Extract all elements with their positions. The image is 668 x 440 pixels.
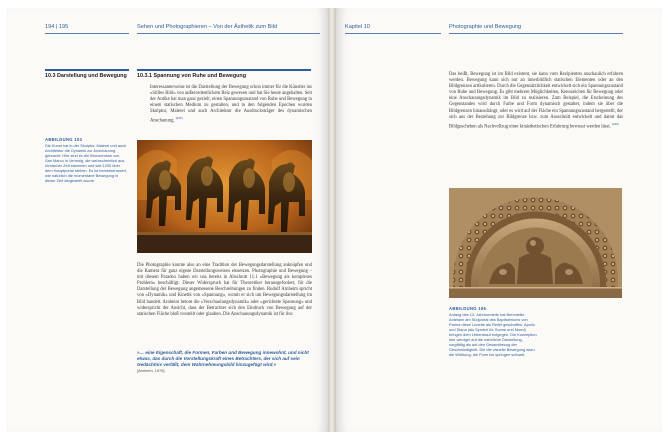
horses-image: [137, 140, 312, 253]
running-title-left: Sehen und Photographieren – Von der Ästhetik zum Bild: [137, 24, 277, 30]
caption-text: Anfang des 13. Jahrhunderts hat Benedetto Antelami am Südportal des Baptisteriums von Parma diese Lunette als Relief geschaffen. Apollo und Diana (als Symbol für Sonne und Mond) bringen dem Lebenslauf entgegen. Die Konzeption hier weniger auf die natürliche Darstellung, sorgfältig als auf den Gesamtbezug der Geschwindigkeit. Die die visuelle Bewegung dazu die Wölbung, die Form ins springen schwelt.: [449, 312, 537, 357]
subsection-heading: 10.3.1 Spannung von Ruhe und Bewegung: [137, 73, 247, 79]
running-title-right: Photographie und Bewegung: [449, 24, 522, 30]
quote-text: »… eine Eigenschaft, die Formen, Farben und Bewegung innewohnt, und nicht etwas, das durch die Vorstellungskraft eines Betrachters, der sich auf sein Gedächtnis verläßt, dem Wahrnehmungsbild hinzugefügt wird.«: [137, 350, 309, 367]
book-gutter: [328, 8, 336, 432]
figure-caption: [45, 137, 127, 183]
caption-label: ABBILDUNG 103: [45, 137, 83, 142]
horses-photo: [137, 140, 312, 253]
lunette-image: [449, 188, 622, 298]
header-rule: [345, 33, 441, 34]
body-paragraph: Interessanterweise ist die Darstellung der Bewegung schon immer für die Künstler ins »Stilles Bild« von außerordentlichem Reiz gewesen und hat Sie heute angehalten. Seit der Antike hat man ganz gezielt, einen Spannungszustand von Ruhe und Bewegung in einem statischen Medium zu gestalten, und in den folgenden Epochen wurden Skulptur, Malerei und auch Architektur die Ausdrucksträger des dynamischen Anschauung. [245]: [150, 85, 312, 125]
section-rule: [137, 69, 311, 71]
section-rule: [45, 69, 129, 71]
lunette-photo: [449, 188, 622, 298]
header-rule: [449, 33, 623, 34]
section-label: 10.3 Darstellung und Bewegung: [45, 73, 127, 79]
quote-source: [Arnheim, 1978]: [137, 368, 165, 373]
figure-caption: [449, 306, 537, 357]
caption-text: Die Kunst hat in der Skulptur, Malerei und auch Architektur die Dynamik zur Anschauung gebracht: Hier sind es die Bronzerosse von San Marco in Venedig, die wahrscheinlich aus römischer Zeit stammen und seit 1250 über dem Hauptportal stehen. Es ist bemerkenswert, wie natürlich die momentane Bewegung in dieser Zeit dargestellt wurde.: [45, 143, 127, 183]
chapter-label: Kapitel 10: [345, 24, 370, 30]
header-rule: [137, 33, 320, 34]
body-paragraph: Die Photographie konnte also an eine Tradition der Bewegungsdarstellung anknüpfen und die Kamera für ganz eigene Darstellungsweisen einsetzen. Photographie und Bewegung – mit diesem Paradox haben wir uns bereits in Abschnitt 11.1 »Bewegung als komplexes Problem« beschäftigt. Dieser Widerspruch hat für Theoretiker herausgefordert, für die Darstellung der Bewegung angemessene Beschreibungen zu finden. Rudolf Arnheim spricht von »Dynamik« und Kinetik von »Spannung«, womit er sich um Bewegungsdarstellung im Bild handelt. Arnheim betont die »Verschaulungsdynamik« oder »gerichtete Spannung« und widerspricht der Ansicht, dass der Betrachter sich den Eindruck von Bewegung auf der statischen Fläche bloß vorstellt oder glauben. Die Anschauungsdynamik ist für ihn:: [137, 263, 312, 317]
quote-block: [137, 350, 312, 374]
caption-label: ABBILDUNG 106: [449, 306, 487, 311]
body-paragraph: Das heißt, Bewegung ist im Bild existent, sie kann vom Rezipienten anschaulich erfahren werden. Bewegung kann sich nur an innerbildlich statischen Elementen oder an den Bildgrenzen artikulieren. Durch die Gegensätzlichkeit entwickelt sich ein Spannungszustand von Ruhe und Bewegung. Es gibt mehrere Möglichkeiten, Kennzeichen für Bewegung oder eine Anschauungsdynamik im Bild zu realisieren. Zum Beispiel, die Erscheinung des Gegenstandes wird durch Farbe und Form dynamisch gestaltet, indem sie über die Bildgrenzen hinausdrängt, oder es wird auf der Fläche ein Spannungszustand hergestellt, der sich aus der Beziehung zur Bildgrenze bzw. zum Ausschnitt entwickelt und damit das Bildgeschehen als Nachvollzug einer kinästhetischen Erfahrung bewusst werden lässt. [246]: [449, 72, 623, 130]
header-rule: [45, 33, 129, 34]
page-numbers: 194 | 195: [45, 24, 69, 30]
